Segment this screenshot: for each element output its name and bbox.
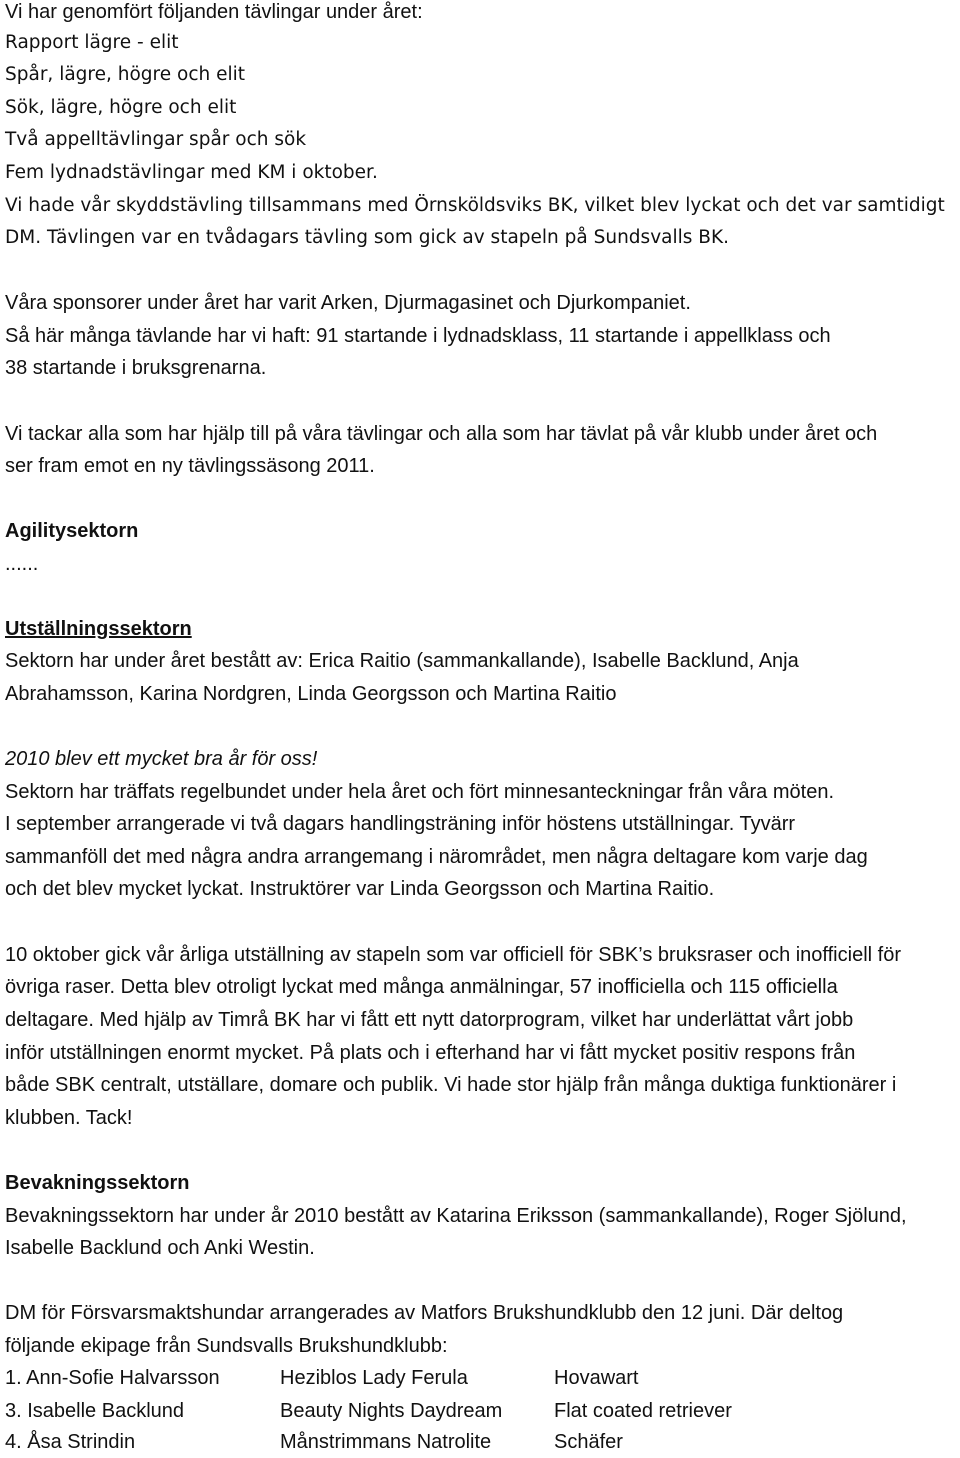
text-line: Våra sponsorer under året har varit Arken, Djurmagasinet och Djurkompaniet.: [5, 292, 691, 314]
section-heading-utstallning: Utställningssektorn: [5, 618, 192, 640]
text-line: inför utställningen enormt mycket. På plats och i efterhand har vi fått mycket positiv respons från: [5, 1042, 856, 1064]
text-line: både SBK centralt, utställare, domare och publik. Vi hade stor hjälp från många duktiga funktionärer i: [5, 1074, 897, 1096]
text-line: Sektorn har träffats regelbundet under hela året och fört minnesanteckningar från våra möten.: [5, 781, 835, 803]
text-line: 38 startande i bruksgrenarna.: [5, 357, 267, 379]
text-line: I september arrangerade vi två dagars handlingsträning inför höstens utställningar. Tyvärr: [5, 813, 796, 835]
text-line: övriga raser. Detta blev otroligt lyckat med många anmälningar, 57 inofficiella och 115 officiella: [5, 976, 838, 998]
text-line: följande ekipage från Sundsvalls Brukshundklubb:: [5, 1335, 448, 1357]
text-line: Bevakningssektorn har under år 2010 bestått av Katarina Eriksson (sammankallande), Roger Sjölund,: [5, 1205, 907, 1227]
text-line: klubben. Tack!: [5, 1107, 133, 1129]
text-line: DM för Försvarsmaktshundar arrangerades av Matfors Brukshundklubb den 12 juni. Där deltog: [5, 1302, 844, 1324]
section-heading-agility: Agilitysektorn: [5, 520, 139, 542]
text-line: Vi har genomfört följanden tävlingar under året:: [5, 1, 423, 23]
table-cell-participant: 1. Ann-Sofie Halvarsson: [5, 1367, 220, 1389]
table-cell-dog: Heziblos Lady Ferula: [280, 1367, 468, 1389]
text-line: 10 oktober gick vår årliga utställning av stapeln som var officiell för SBK’s bruksraser och inofficiell för: [5, 944, 901, 966]
table-cell-breed: Hovawart: [554, 1367, 639, 1389]
text-line: Två appelltävlingar spår och sök: [5, 129, 307, 150]
text-line: Fem lydnadstävlingar med KM i oktober.: [5, 162, 378, 183]
text-line: DM. Tävlingen var en tvådagars tävling som gick av stapeln på Sundsvalls BK.: [5, 227, 729, 248]
text-line: sammanföll det med några andra arrangemang i närområdet, men några deltagare kom varje dag: [5, 846, 868, 868]
table-cell-participant: 3. Isabelle Backlund: [5, 1400, 185, 1422]
text-line: Vi tackar alla som har hjälp till på våra tävlingar och alla som har tävlat på vår klubb under året och: [5, 423, 878, 445]
text-line: Rapport lägre - elit: [5, 32, 179, 53]
text-line: 2010 blev ett mycket bra år för oss!: [5, 748, 318, 770]
text-line: deltagare. Med hjälp av Timrå BK har vi fått ett nytt datorprogram, vilket har underlättat vårt jobb: [5, 1009, 854, 1031]
text-line: Sök, lägre, högre och elit: [5, 97, 237, 118]
table-cell-dog: Månstrimmans Natrolite: [280, 1431, 492, 1453]
table-cell-breed: Schäfer: [554, 1431, 623, 1453]
section-heading-bevakning: Bevakningssektorn: [5, 1172, 190, 1194]
text-line: Abrahamsson, Karina Nordgren, Linda Georgsson och Martina Raitio: [5, 683, 617, 705]
text-line: Så här många tävlande har vi haft: 91 startande i lydnadsklass, 11 startande i appellklass och: [5, 325, 831, 347]
table-cell-breed: Flat coated retriever: [554, 1400, 732, 1422]
table-cell-participant: 4. Åsa Strindin: [5, 1431, 136, 1453]
text-line: Spår, lägre, högre och elit: [5, 64, 246, 85]
table-cell-dog: Beauty Nights Daydream: [280, 1400, 503, 1422]
text-line: Vi hade vår skyddstävling tillsammans med Örnsköldsviks BK, vilket blev lyckat och det var samtidigt: [5, 195, 945, 216]
text-line: ser fram emot en ny tävlingssäsong 2011.: [5, 455, 375, 477]
text-line: Isabelle Backlund och Anki Westin.: [5, 1237, 315, 1259]
text-line: ......: [5, 553, 39, 575]
text-line: Sektorn har under året bestått av: Erica Raitio (sammankallande), Isabelle Backlund, Anja: [5, 650, 799, 672]
text-line: och det blev mycket lyckat. Instruktörer var Linda Georgsson och Martina Raitio.: [5, 878, 715, 900]
